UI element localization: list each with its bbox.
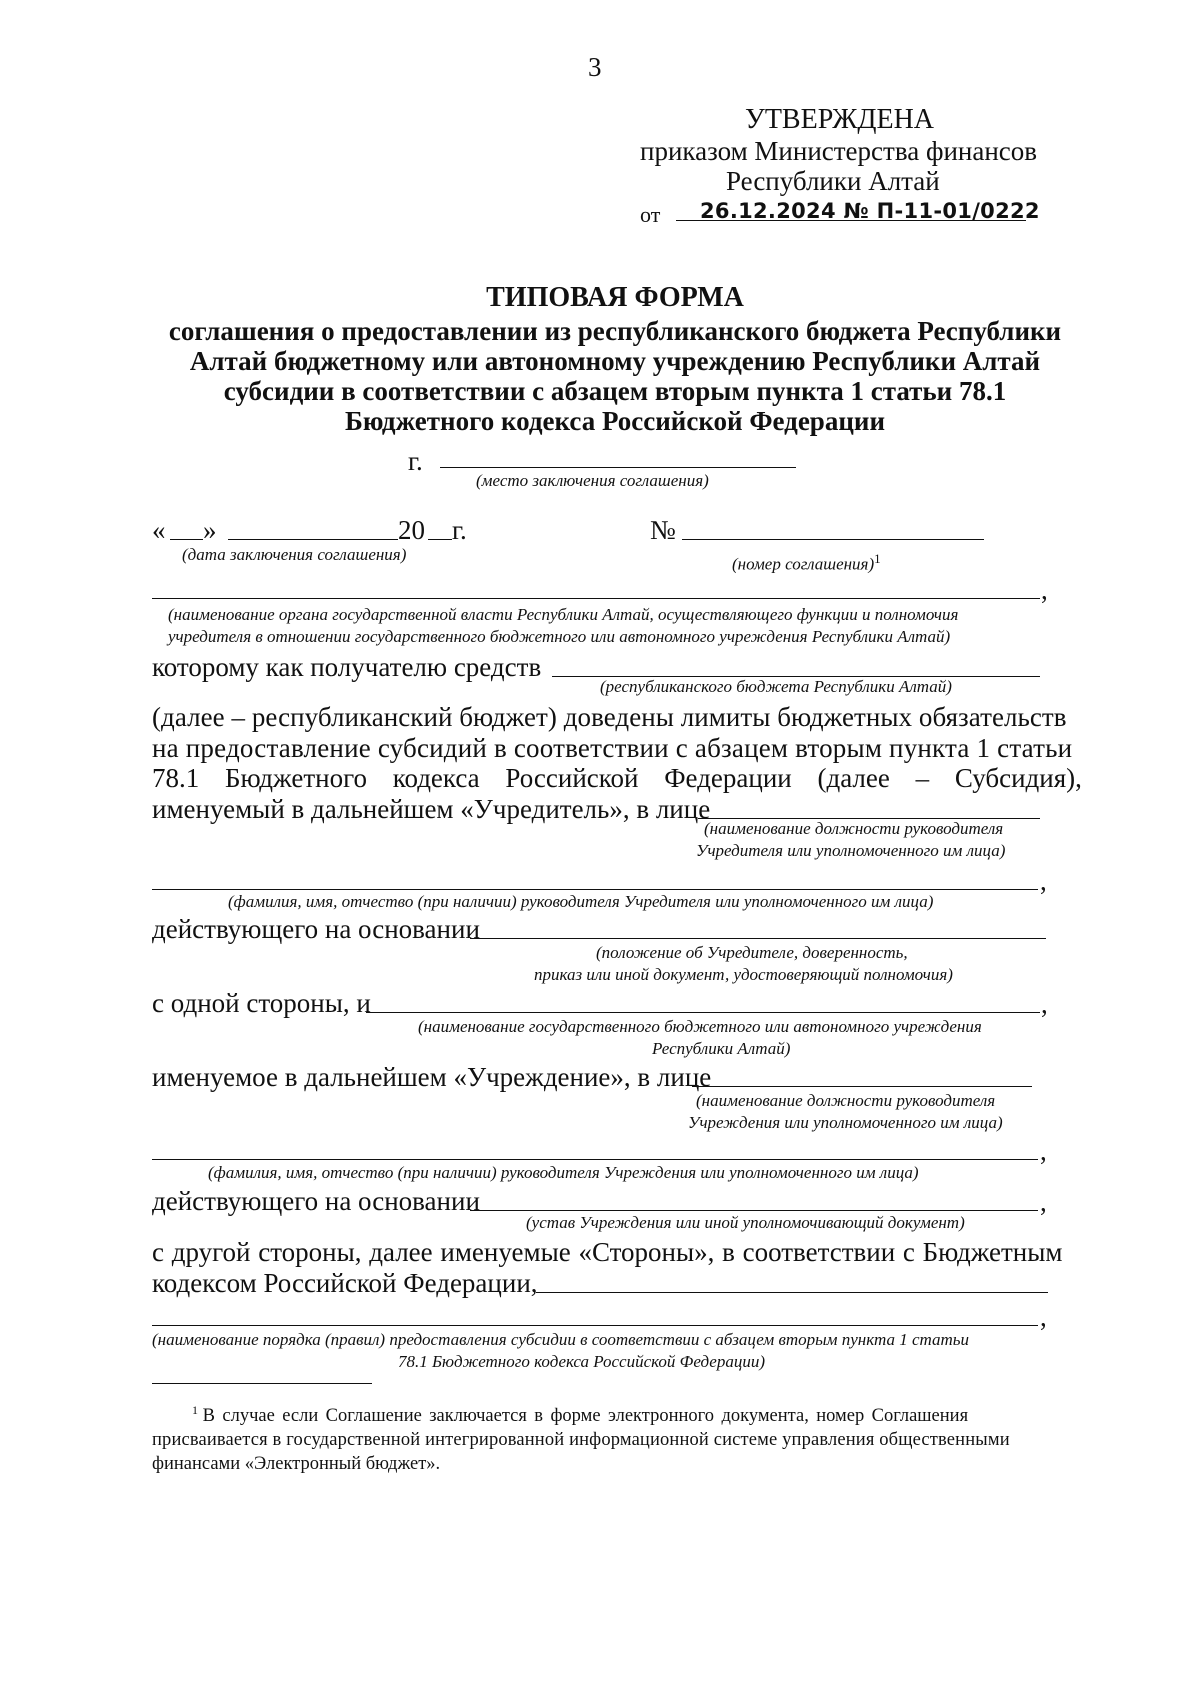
number-sign: № — [650, 515, 676, 545]
comma-organ: , — [1041, 575, 1048, 605]
comma-rules: , — [1040, 1302, 1047, 1332]
institution-name-field[interactable] — [366, 1012, 1040, 1013]
institution-basis-hint: (устав Учреждения или иной уполномочивающий документ) — [526, 1213, 965, 1232]
rules-hint-2: 78.1 Бюджетного кодекса Российской Федерации) — [398, 1352, 765, 1371]
para1-line-1: (далее – республиканский бюджет) доведены лимиты бюджетных обязательств — [152, 702, 1067, 732]
institution-position-field[interactable] — [692, 1086, 1032, 1087]
approval-order-underline — [676, 220, 1026, 221]
agreement-number-field[interactable] — [682, 539, 984, 540]
institution-head-name-hint: (фамилия, имя, отчество (при наличии) руководителя Учреждения или уполномоченного им лица) — [208, 1163, 919, 1182]
approval-from-label: от — [640, 202, 661, 227]
institution-position-hint-2: Учреждения или уполномоченного им лица) — [688, 1113, 1003, 1132]
form-title: ТИПОВАЯ ФОРМА — [486, 282, 744, 313]
institution-hint-1: (наименование государственного бюджетного или автономного учреждения — [418, 1017, 982, 1036]
footnote-line-2: присваивается в государственной интегрированной информационной системе управления общественными — [152, 1430, 1010, 1451]
rules-hint-1: (наименование порядка (правил) предоставления субсидии в соответствии с абзацем вторым пункта 1 статьи — [152, 1330, 969, 1349]
para1-line-4: именуемый в дальнейшем «Учредитель», в лице — [152, 794, 711, 824]
approval-line-2: Республики Алтай — [726, 166, 940, 196]
approval-heading: УТВЕРЖДЕНА — [745, 104, 935, 135]
recipient-text: которому как получателю средств — [152, 652, 542, 682]
form-title-line-4: Бюджетного кодекса Российской Федерации — [344, 406, 885, 436]
founder-basis-field[interactable] — [470, 938, 1046, 939]
number-hint — [732, 551, 881, 575]
recipient-hint: (республиканского бюджета Республики Алтай) — [600, 677, 952, 696]
institution-hint-2: Республики Алтай) — [652, 1039, 791, 1058]
founder-position-hint-2: Учредителя или уполномоченного им лица) — [696, 841, 1006, 860]
approval-line-1: приказом Министерства финансов — [640, 136, 1038, 166]
footnote-marker: 1 — [192, 1403, 198, 1417]
institution-head-name-field[interactable] — [152, 1159, 1038, 1160]
founder-position-hint-1: (наименование должности руководителя — [704, 819, 1004, 838]
footnote-separator — [152, 1383, 372, 1384]
date-open-quote: « — [152, 515, 166, 545]
organ-hint-2: учредителя в отношении государственного бюджетного или автономного учреждения Республики Алтай) — [168, 627, 951, 646]
founder-basis-hint-1: (положение об Учредителе, доверенность, — [596, 943, 908, 962]
organ-hint-1: (наименование органа государственной власти Республики Алтай, осуществляющего функции и полномочия — [168, 605, 959, 624]
institution-basis-field[interactable] — [470, 1210, 1038, 1211]
page-number: 3 — [588, 52, 602, 82]
number-hint-text: (номер соглашения) — [732, 554, 875, 574]
founder-name-hint: (фамилия, имя, отчество (при наличии) руководителя Учредителя или уполномоченного им лица) — [228, 892, 934, 911]
footnote-line-1-text: В случае если Соглашение заключается в форме электронного документа, номер Соглашения — [202, 1406, 969, 1427]
institution-named-label: именуемое в дальнейшем «Учреждение», в лице — [152, 1062, 712, 1092]
form-title-line-2: Алтай бюджетному или автономному учреждению Республики Алтай — [189, 346, 1041, 376]
rules-name-field[interactable] — [152, 1325, 1038, 1326]
other-side-line-1: с другой стороны, далее именуемые «Стороны», в соответствии с Бюджетным — [152, 1237, 1063, 1267]
comma-institution-head: , — [1040, 1136, 1047, 1166]
one-side-label: с одной стороны, и — [152, 988, 371, 1018]
comma-founder-name: , — [1040, 866, 1047, 896]
date-year-suffix: г. — [452, 515, 467, 545]
footnote-ref[interactable]: 1 — [874, 551, 881, 566]
founder-basis-hint-2: приказ или иной документ, удостоверяющий полномочия) — [534, 965, 953, 984]
date-month-field[interactable] — [228, 539, 398, 540]
date-year-field[interactable] — [428, 539, 452, 540]
footnote-line-1 — [152, 1398, 1010, 1428]
comma-institution: , — [1041, 989, 1048, 1019]
approval-order-ref: 26.12.2024 № П-11-01/0222 — [700, 199, 1040, 223]
place-prefix: г. — [408, 446, 423, 476]
date-day-field[interactable] — [170, 539, 203, 540]
place-hint: (место заключения соглашения) — [476, 471, 709, 490]
date-year-prefix: 20 — [398, 515, 425, 545]
para1-line-3: 78.1 Бюджетного кодекса Российской Федерации (далее – Субсидия), — [152, 763, 1082, 793]
footnote-line-3: финансами «Электронный бюджет». — [152, 1454, 441, 1475]
form-title-line-1: соглашения о предоставлении из республиканского бюджета Республики — [168, 316, 1062, 346]
acting-basis-label: действующего на основании — [152, 914, 480, 944]
acting-basis-label-2: действующего на основании — [152, 1186, 480, 1216]
footnote — [152, 1398, 1010, 1476]
date-close-quote: » — [203, 515, 217, 545]
date-hint: (дата заключения соглашения) — [182, 545, 407, 564]
place-field[interactable] — [440, 467, 796, 468]
other-side-line-2: кодексом Российской Федерации, — [152, 1268, 538, 1298]
organ-name-field[interactable] — [152, 598, 1040, 599]
para1-line-2: на предоставление субсидий в соответствии с абзацем вторым пункта 1 статьи — [152, 733, 1073, 763]
institution-position-hint-1: (наименование должности руководителя — [696, 1091, 996, 1110]
form-title-line-3: субсидии в соответствии с абзацем вторым пункта 1 статьи 78.1 — [223, 376, 1007, 406]
founder-name-field[interactable] — [152, 889, 1038, 890]
comma-institution-basis: , — [1040, 1187, 1047, 1217]
budget-code-field[interactable] — [536, 1292, 1048, 1293]
